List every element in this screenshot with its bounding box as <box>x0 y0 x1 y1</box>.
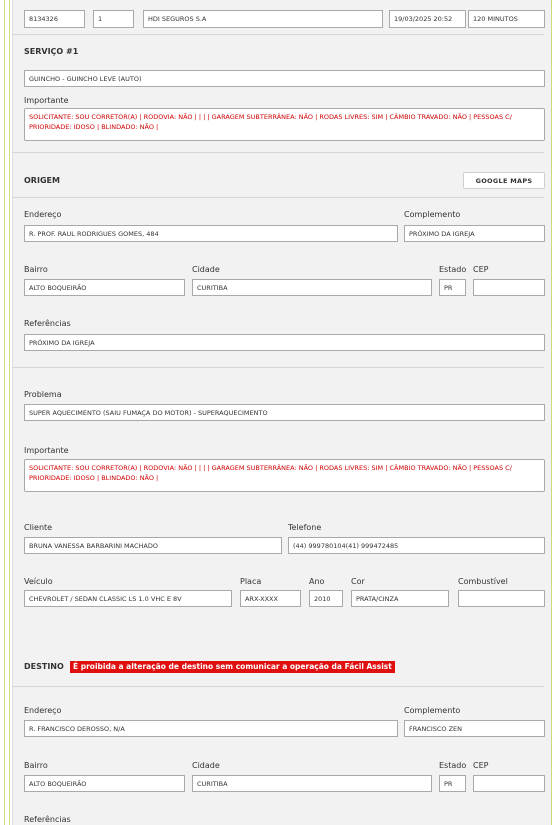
divider <box>12 197 544 198</box>
destination-neighborhood-field[interactable]: ALTO BOQUEIRÃO <box>24 775 185 792</box>
client-label: Cliente <box>24 523 53 532</box>
plate-field[interactable]: ARX-XXXX <box>240 590 301 607</box>
destination-state-label: Estado <box>439 761 467 770</box>
phone-field[interactable]: (44) 999780104(41) 999472485 <box>288 537 545 554</box>
quantity-field[interactable]: 1 <box>93 10 134 28</box>
destination-references-label: Referências <box>24 815 71 824</box>
service-type-field[interactable]: GUINCHO - GUINCHO LEVE (AUTO) <box>24 70 545 87</box>
color-field[interactable]: PRATA/CINZA <box>351 590 449 607</box>
origin-address-field[interactable]: R. PROF. RAUL RODRIGUES GOMES, 484 <box>24 225 398 242</box>
service-title: SERVIÇO #1 <box>24 47 79 56</box>
vehicle-label: Veículo <box>24 577 53 586</box>
origin-state-label: Estado <box>439 265 467 274</box>
problem-label: Problema <box>24 390 62 399</box>
destination-title: DESTINO <box>24 662 64 671</box>
destination-address-label: Endereço <box>24 706 62 715</box>
origin-state-field[interactable]: PR <box>439 279 466 296</box>
divider <box>12 367 544 368</box>
problem-important-textarea[interactable]: SOLICITANTE: SOU CORRETOR(A) | RODOVIA: NÃO | | | | GARAGEM SUBTERRÂNEA: NÃO | RODAS LIVRES: SIM | CÂMBIO TRAVADO: NÃO | PESSOAS C/ PRIORIDADE: IDOSO | BLINDADO: NÃO | <box>24 459 545 492</box>
divider <box>12 34 544 35</box>
origin-address-label: Endereço <box>24 210 62 219</box>
frame-line <box>551 0 552 825</box>
destination-cep-label: CEP <box>473 761 489 770</box>
problem-important-label: Importante <box>24 446 69 455</box>
datetime-field[interactable]: 19/03/2025 20:52 <box>389 10 466 28</box>
destination-state-field[interactable]: PR <box>439 775 466 792</box>
destination-warning-badge: É proibida a alteração de destino sem comunicar a operação da Fácil Assist <box>70 661 395 673</box>
plate-label: Placa <box>240 577 262 586</box>
color-label: Cor <box>351 577 365 586</box>
destination-complement-field[interactable]: FRANCISCO ZEN <box>404 720 545 737</box>
destination-city-field[interactable]: CURITIBA <box>192 775 432 792</box>
destination-complement-label: Complemento <box>404 706 461 715</box>
origin-cep-field[interactable] <box>473 279 545 296</box>
origin-neighborhood-field[interactable]: ALTO BOQUEIRÃO <box>24 279 185 296</box>
phone-label: Telefone <box>288 523 322 532</box>
destination-cep-field[interactable] <box>473 775 545 792</box>
service-important-label: Importante <box>24 96 69 105</box>
service-important-textarea[interactable]: SOLICITANTE: SOU CORRETOR(A) | RODOVIA: NÃO | | | | GARAGEM SUBTERRÂNEA: NÃO | RODAS LIVRES: SIM | CÂMBIO TRAVADO: NÃO | PESSOAS C/ PRIORIDADE: IDOSO | BLINDADO: NÃO | <box>24 108 545 141</box>
vehicle-field[interactable]: CHEVROLET / SEDAN CLASSIC LS 1.0 VHC E 8V <box>24 590 232 607</box>
origin-neighborhood-label: Bairro <box>24 265 48 274</box>
duration-field[interactable]: 120 MINUTOS <box>468 10 545 28</box>
origin-cep-label: CEP <box>473 265 489 274</box>
year-label: Ano <box>309 577 325 586</box>
origin-references-label: Referências <box>24 319 71 328</box>
google-maps-button[interactable]: GOOGLE MAPS <box>463 172 545 189</box>
client-field[interactable]: BRUNA VANESSA BARBARINI MACHADO <box>24 537 282 554</box>
frame-line <box>4 0 5 825</box>
origin-complement-label: Complemento <box>404 210 461 219</box>
order-number-field[interactable]: 8134326 <box>24 10 85 28</box>
destination-neighborhood-label: Bairro <box>24 761 48 770</box>
fuel-label: Combustível <box>458 577 508 586</box>
frame-line <box>9 0 10 825</box>
origin-references-field[interactable]: PRÓXIMO DA IGREJA <box>24 334 545 351</box>
destination-address-field[interactable]: R. FRANCISCO DEROSSO, N/A <box>24 720 398 737</box>
origin-title: ORIGEM <box>24 176 60 185</box>
destination-city-label: Cidade <box>192 761 220 770</box>
fuel-field[interactable] <box>458 590 545 607</box>
year-field[interactable]: 2010 <box>309 590 343 607</box>
origin-complement-field[interactable]: PRÓXIMO DA IGREJA <box>404 225 545 242</box>
divider <box>12 686 544 687</box>
insurer-field[interactable]: HDI SEGUROS S.A <box>143 10 383 28</box>
problem-field[interactable]: SUPER AQUECIMENTO (SAIU FUMAÇA DO MOTOR) - SUPERAQUECIMENTO <box>24 404 545 421</box>
origin-city-label: Cidade <box>192 265 220 274</box>
origin-city-field[interactable]: CURITIBA <box>192 279 432 296</box>
divider <box>12 152 544 153</box>
